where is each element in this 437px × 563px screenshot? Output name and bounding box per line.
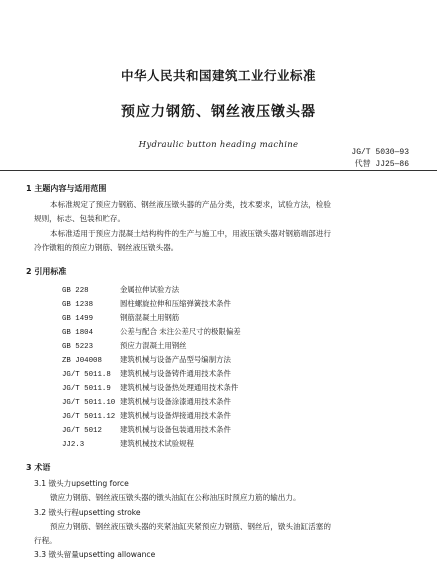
reference-code: JG/T 5011.9 [62,385,111,393]
term-3-1-definition: 镦应力钢筋、钢丝液压镦头器的镦头油缸在公称油压时预应力筋的输出力。 [50,493,301,502]
section-1-para1-line1: 本标准规定了预应力钢筋、钢丝液压镦头器的产品分类，技术要求，试验方法，检验 [50,200,331,209]
reference-code: JG/T 5011.8 [62,371,111,379]
term-3-3-label: 3.3 镦头留量upsetting allowance [34,550,156,559]
header-divider [0,170,437,171]
reference-title: 金属拉伸试验方法 [120,285,180,294]
reference-item [62,410,231,421]
reference-item [62,382,238,393]
section-1-para2-line1: 本标准适用于预应力混凝土结构构件的生产与施工中，用液压镦头器对钢筋端部进行 [50,229,331,238]
reference-item [62,340,187,351]
reference-code: JG/T 5012 [62,427,102,435]
section-1-para1-line2: 规则，标志、包装和贮存。 [34,214,126,223]
section-1-heading: 1 主题内容与适用范围 [26,184,107,193]
term-3-2-definition-line1: 预应力钢筋、钢丝液压镦头器的夹紧油缸夹紧预应力钢筋、钢丝后，镦头油缸活塞的 [50,522,331,531]
reference-code: GB 1238 [62,301,94,309]
reference-item [62,298,231,309]
reference-title: 公差与配合 未注公差尺寸的极限偏差 [120,327,241,336]
reference-code: GB 228 [62,287,89,295]
reference-title: 建筑机械与设备热处理通用技术条件 [120,383,239,392]
document-title-english: Hydraulic button heading machine [138,140,299,150]
reference-title: 建筑机械与设备产品型号编制方法 [120,355,231,364]
reference-item [62,312,179,323]
reference-title: 建筑机械与设备包装通用技术条件 [120,425,231,434]
reference-title: 预应力混凝土用钢丝 [120,341,187,350]
reference-item [62,396,231,407]
reference-code: GB 5223 [62,343,94,351]
reference-title: 建筑机械与设备涂漆通用技术条件 [120,397,231,406]
reference-item [62,438,194,449]
reference-title: 建筑机械与设备焊接通用技术条件 [120,411,231,420]
reference-item [62,326,241,337]
term-3-2-label: 3.2 镦头行程upsetting stroke [34,508,141,517]
document-header: 中华人民共和国建筑工业行业标准 [120,68,316,83]
section-1-para2-line2: 冷作镦粗的预应力钢筋、钢丝液压镦头器。 [34,243,179,252]
section-3-heading: 3 术语 [26,463,51,472]
standard-number: JG/T 5030—93 [351,148,409,157]
reference-code: JG/T 5011.10 [62,399,116,407]
replaces-standard: 代替 JJ25—86 [354,160,409,169]
reference-item [62,368,231,379]
reference-code: ZB J04008 [62,357,102,365]
reference-code: JG/T 5011.12 [62,413,116,421]
reference-title: 圆柱螺旋拉伸和压缩弹簧技术条件 [120,299,231,308]
term-3-1-label: 3.1 镦头力upsetting force [34,479,129,488]
reference-code: JJ2.3 [62,441,85,449]
reference-title: 建筑机械技术试验规程 [120,439,194,448]
term-3-2-definition-line2: 行程。 [34,536,57,545]
reference-item [62,284,179,295]
reference-item [62,424,231,435]
reference-title: 建筑机械与设备铸件通用技术条件 [120,369,231,378]
reference-code: GB 1804 [62,329,94,337]
document-title: 预应力钢筋、钢丝液压镦头器 [121,104,316,120]
reference-item [62,354,231,365]
reference-code: GB 1499 [62,315,94,323]
section-2-heading: 2 引用标准 [26,267,67,276]
reference-title: 钢筋混凝土用钢筋 [120,313,180,322]
